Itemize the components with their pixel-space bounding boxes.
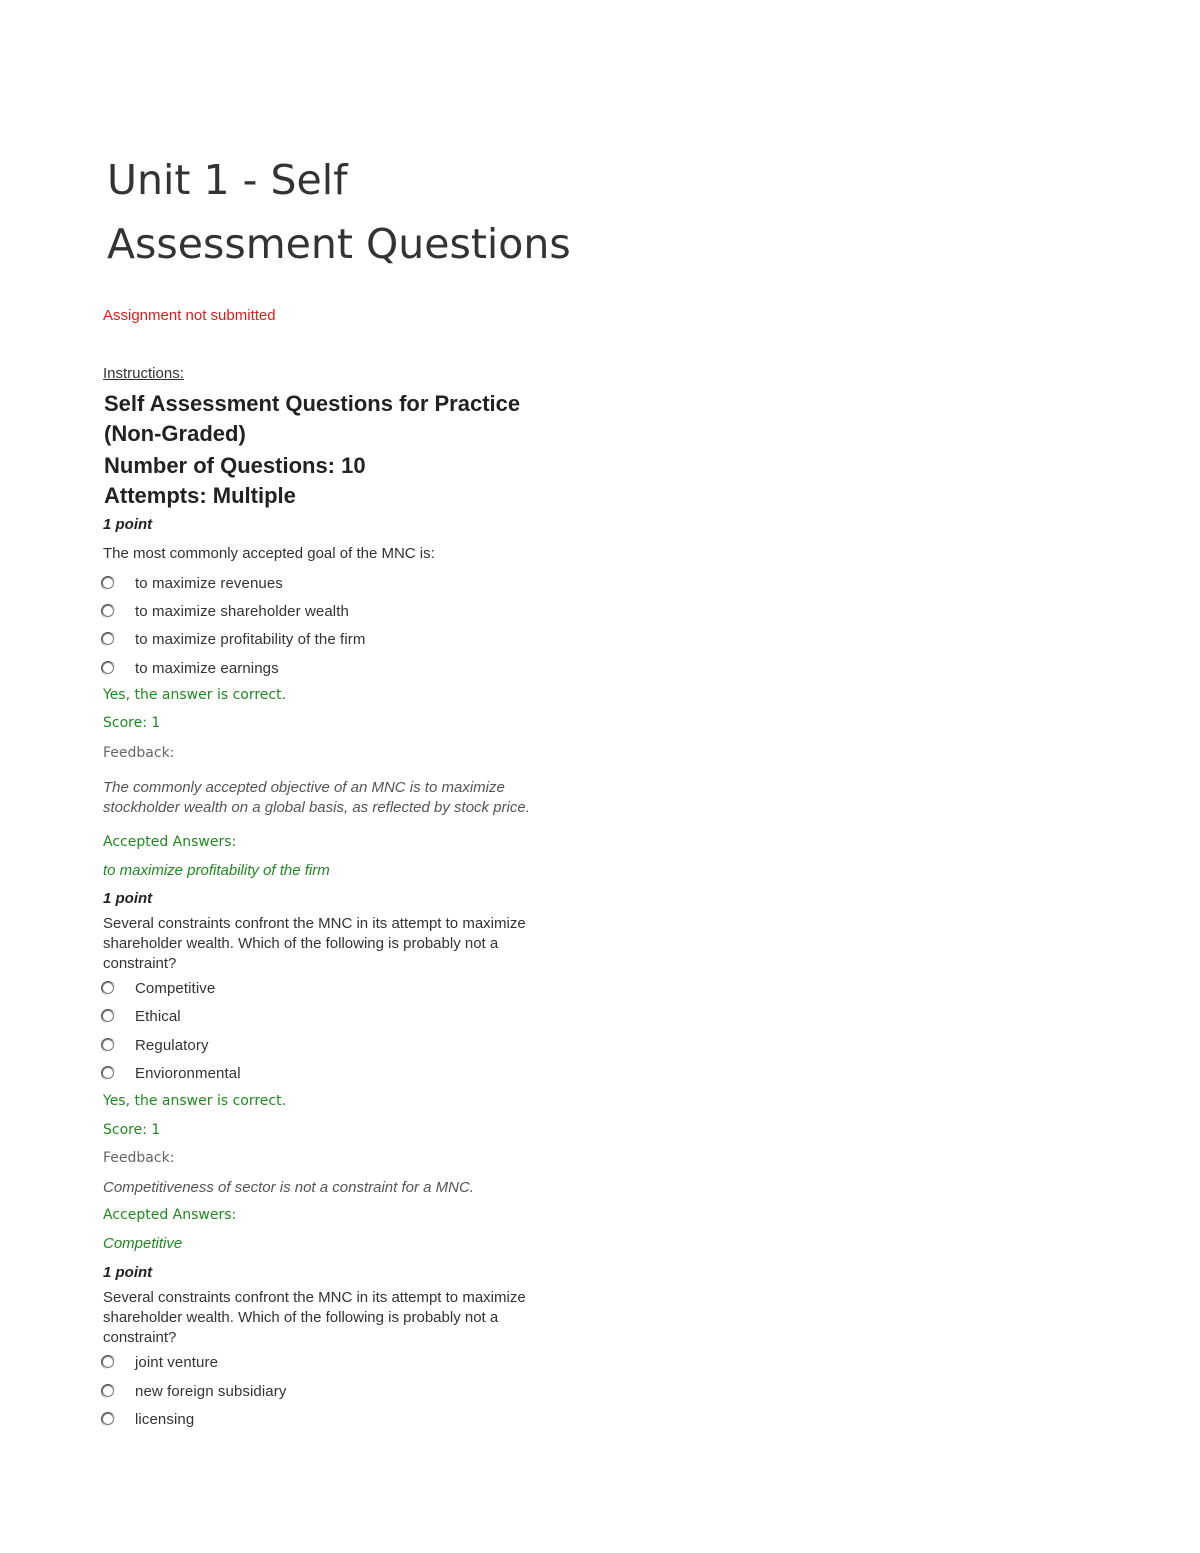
- option-label: Competitive: [135, 979, 216, 997]
- question-2-text: Several constraints confront the MNC in its attempt to maximize shareholder wealth. Which of the following is probably not a constraint?: [103, 915, 526, 972]
- question-2-option-2[interactable]: [102, 1006, 181, 1026]
- question-1-accepted-answer: to maximize profitability of the firm: [103, 862, 330, 879]
- page-title-line-2: Assessment Questions: [107, 220, 571, 268]
- heading-number-of-questions: Number of Questions: 10: [104, 453, 366, 478]
- instructions-label: Instructions:: [103, 365, 184, 382]
- question-1-accepted-label: Accepted Answers:: [103, 834, 237, 850]
- option-label: Regulatory: [135, 1036, 209, 1054]
- question-2-feedback-label: Feedback:: [103, 1150, 175, 1166]
- question-2-option-4[interactable]: [102, 1063, 241, 1083]
- radio-button-icon[interactable]: [102, 1010, 114, 1022]
- option-label: Envioronmental: [135, 1064, 241, 1082]
- radio-button-icon[interactable]: [102, 982, 114, 994]
- option-label: to maximize earnings: [135, 659, 279, 677]
- question-3-option-1[interactable]: [102, 1352, 218, 1372]
- radio-button-icon[interactable]: [102, 605, 114, 617]
- option-label: Ethical: [135, 1007, 181, 1025]
- heading-attempts: Attempts: Multiple: [104, 483, 296, 508]
- question-2-feedback-text: Competitiveness of sector is not a constraint for a MNC.: [103, 1179, 474, 1196]
- option-label: to maximize revenues: [135, 574, 283, 592]
- question-3-text: Several constraints confront the MNC in its attempt to maximize shareholder wealth. Which of the following is probably not a constraint?: [103, 1289, 526, 1346]
- radio-button-icon[interactable]: [102, 577, 114, 589]
- option-label: licensing: [135, 1410, 195, 1428]
- question-2-option-3[interactable]: [102, 1035, 209, 1055]
- question-2-accepted-label: Accepted Answers:: [103, 1207, 237, 1223]
- heading-practice-line-2: (Non-Graded): [104, 421, 246, 446]
- question-1-option-4[interactable]: [102, 658, 279, 678]
- option-label: joint venture: [135, 1353, 219, 1371]
- question-2-option-1[interactable]: [102, 978, 215, 998]
- option-label: new foreign subsidiary: [135, 1382, 287, 1400]
- question-2-accepted-answer: Competitive: [103, 1235, 183, 1252]
- question-3-option-2[interactable]: [102, 1381, 286, 1401]
- page-title-line-1: Unit 1 - Self: [107, 156, 348, 204]
- radio-button-icon[interactable]: [102, 1067, 114, 1079]
- question-1-option-1[interactable]: [102, 573, 283, 593]
- question-1-feedback-label: Feedback:: [103, 745, 175, 761]
- question-1-option-2[interactable]: [102, 601, 349, 621]
- question-3-option-3[interactable]: [102, 1409, 194, 1429]
- radio-button-icon[interactable]: [102, 1356, 114, 1368]
- heading-practice-line-1: Self Assessment Questions for Practice: [104, 391, 521, 416]
- question-2-score: Score: 1: [103, 1122, 161, 1138]
- submission-status: Assignment not submitted: [103, 307, 276, 324]
- question-1-option-3[interactable]: [102, 629, 365, 649]
- question-1-feedback-text: The commonly accepted objective of an MNC is to maximize stockholder wealth on a global basis, as reflected by stock price.: [103, 779, 530, 816]
- page-title: [107, 148, 627, 276]
- option-label: to maximize shareholder wealth: [135, 602, 349, 620]
- radio-button-icon[interactable]: [102, 662, 114, 674]
- radio-button-icon[interactable]: [102, 633, 114, 645]
- question-2-points: 1 point: [103, 890, 153, 907]
- question-1-points: 1 point: [103, 516, 153, 533]
- radio-button-icon[interactable]: [102, 1385, 114, 1397]
- question-3-points: 1 point: [103, 1264, 153, 1281]
- question-1-result: Yes, the answer is correct.: [103, 687, 287, 703]
- question-1-score: Score: 1: [103, 715, 161, 731]
- radio-button-icon[interactable]: [102, 1039, 114, 1051]
- question-2-result: Yes, the answer is correct.: [103, 1093, 287, 1109]
- question-1-text: The most commonly accepted goal of the MNC is:: [103, 545, 435, 562]
- option-label: to maximize profitability of the firm: [135, 630, 366, 648]
- radio-button-icon[interactable]: [102, 1413, 114, 1425]
